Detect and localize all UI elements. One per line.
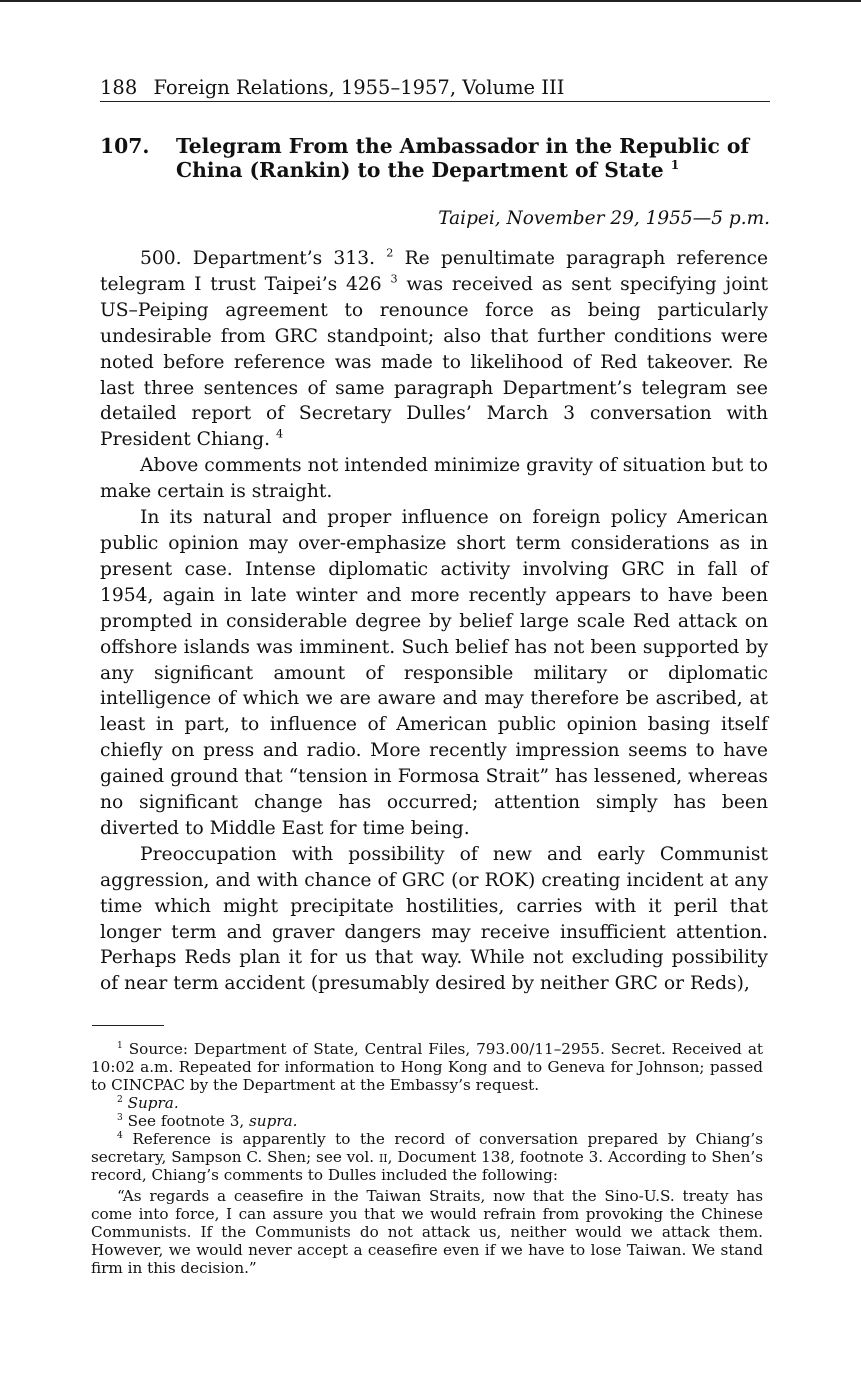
document-heading xyxy=(100,134,770,182)
footnote-2-text: Supra. xyxy=(127,1094,179,1112)
top-border-line xyxy=(0,0,861,2)
footnote-3 xyxy=(91,1112,763,1130)
footnote-4-text-b: , Document 138, footnote 3. According to Shen’s record, Chiang’s comments to Dulles included the following: xyxy=(91,1148,763,1184)
footnote-ref-3[interactable]: 3 xyxy=(390,272,398,286)
running-header xyxy=(100,76,770,102)
document-number: 107. xyxy=(100,134,150,158)
body-paragraph-2: Above comments not intended minimize gravity of situation but to make certain is straight. xyxy=(100,455,768,503)
footnote-1-mark: 1 xyxy=(117,1041,123,1052)
footnote-divider xyxy=(92,1025,164,1026)
paragraph-1-part-a: 500. Department’s 313. xyxy=(140,248,376,269)
footnote-3-supra: supra. xyxy=(249,1112,298,1130)
footnote-3-text: See footnote 3, xyxy=(127,1112,245,1130)
document-title: Telegram From the Ambassador in the Republic of China (Rankin) to the Department of State xyxy=(176,134,750,182)
footnote-4-mark: 4 xyxy=(117,1131,123,1142)
paragraph-1-part-b: Re penultimate paragraph reference telegram I trust Taipei’s 426 xyxy=(100,248,769,295)
footnote-ref-2[interactable]: 2 xyxy=(386,246,394,260)
body-paragraph-3: In its natural and proper influence on foreign policy American public opinion may over-emphasize short term considerations as in present case. Intense diplomatic activity involving GRC in fall of 1954, again in late winter and more recently appears to have been prompted in considerable degree by belief large scale Red attack on offshore islands was imminent. Such belief has not been supported by any significant amount of responsible military or diplomatic intelligence of which we are aware and may therefore be ascribed, at least in part, to influence of American public opinion basing itself chiefly on press and radio. More recently impression seems to have gained ground that “tension in Formosa Strait” has lessened, whereas no significant change has occurred; attention simply has been diverted to Middle East for time being. xyxy=(100,507,768,839)
footnotes xyxy=(91,1040,763,1277)
document-title-block xyxy=(176,134,770,182)
footnote-3-mark: 3 xyxy=(117,1113,123,1124)
telegram-body xyxy=(100,246,768,997)
footnote-4-text-a: Reference is apparently to the record of conversation prepared by Chiang’s secretary, Sampson C. Shen; see vol. xyxy=(91,1130,763,1166)
dateline: Taipei, November 29, 1955—5 p.m. xyxy=(438,208,770,229)
paragraph-1-part-c: was received as sent specifying joint US–Peiping agreement to renounce force as being particularly undesirable from GRC standpoint; also that further conditions were noted before reference was made to likelihood of Red takeover. Re last three sentences of same paragraph Department’s telegram see detailed report of Secretary Dulles’ March 3 conversation with President Chiang. xyxy=(100,273,768,451)
footnote-4-volume: ii xyxy=(378,1148,388,1166)
footnote-ref-1[interactable]: 1 xyxy=(670,158,680,173)
footnote-4 xyxy=(91,1130,763,1184)
footnote-ref-4[interactable]: 4 xyxy=(275,428,284,442)
footnote-2 xyxy=(91,1094,763,1112)
footnote-1 xyxy=(91,1040,763,1094)
running-title: Foreign Relations, 1955–1957, Volume III xyxy=(153,76,565,99)
footnote-1-text: Source: Department of State, Central Files, 793.00/11–2955. Secret. Received at 10:02 a.m. Repeated for information to Hong Kong and to Geneva for Johnson; passed to CINCPAC by the Department at the Embassy’s request. xyxy=(91,1040,763,1094)
footnote-4-quote: “As regards a ceasefire in the Taiwan Straits, now that the Sino-U.S. treaty has come into force, I can assure you that we would refrain from provoking the Chinese Communists. If the Communists do not attack us, neither would we attack them. However, we would never accept a ceasefire even if we have to lose Taiwan. We stand firm in this decision.” xyxy=(91,1187,763,1277)
body-paragraph-4: Preoccupation with possibility of new and early Communist aggression, and with chance of GRC (or ROK) creating incident at any time which might precipitate hostilities, carries with it peril that longer term and graver dangers may receive insufficient attention. Perhaps Reds plan it for us that way. While not excluding possibility of near term accident (presumably desired by neither GRC or Reds), xyxy=(100,843,768,995)
body-paragraph-1 xyxy=(100,246,768,453)
page-number: 188 xyxy=(100,76,138,99)
footnote-2-mark: 2 xyxy=(117,1095,123,1106)
